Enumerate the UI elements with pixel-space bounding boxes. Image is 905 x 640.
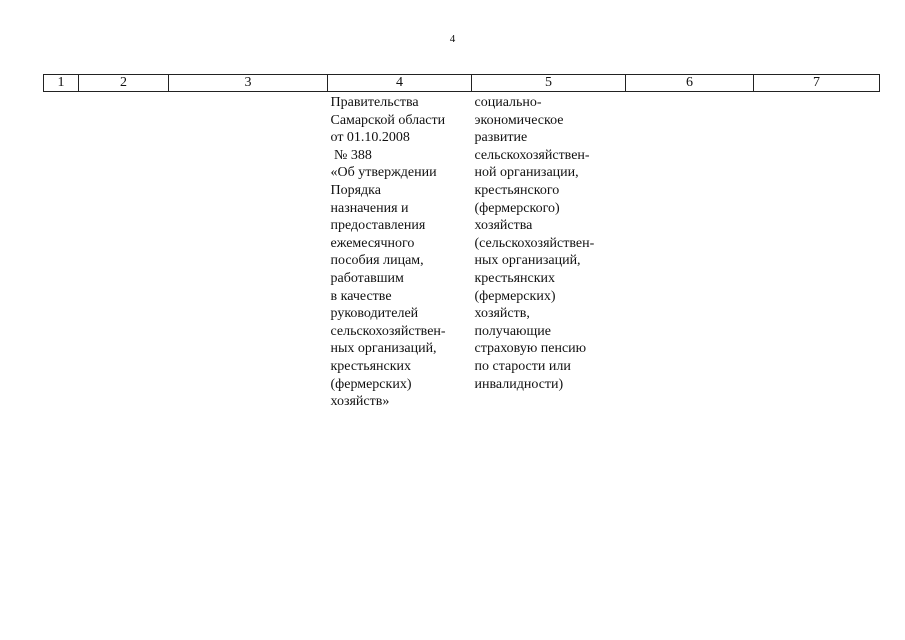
- cell-col-5-line: (фермерского): [474, 200, 560, 216]
- cell-col-7: [754, 92, 880, 411]
- column-header-4: 4: [328, 75, 472, 92]
- page-number: 4: [449, 33, 456, 45]
- cell-col-4-line: предоставления: [330, 218, 426, 234]
- table-row: [44, 92, 880, 411]
- cell-col-4-line: крестьянских: [330, 358, 412, 374]
- cell-col-4-line: (фермерских): [330, 376, 412, 392]
- cell-col-4-line: сельскохозяйствен-: [330, 323, 446, 339]
- cell-col-5-line: крестьянских: [474, 270, 556, 286]
- cell-col-1: [44, 92, 79, 411]
- cell-col-4-line: хозяйств»: [330, 394, 390, 410]
- cell-col-5-line: хозяйства: [474, 218, 533, 234]
- cell-col-4-line: «Об утверждении: [330, 165, 437, 181]
- cell-col-5-line: хозяйств,: [474, 306, 530, 322]
- cell-col-4-line: Самарской области: [330, 112, 446, 128]
- column-number-row: [44, 75, 880, 92]
- column-header-1: 1: [44, 75, 79, 92]
- cell-col-5-line: ных организаций,: [474, 253, 581, 269]
- cell-col-5-line: экономическое: [474, 112, 564, 128]
- cell-col-5: [472, 92, 626, 411]
- cell-col-4-line: Порядка: [330, 182, 381, 198]
- cell-col-5-line: (фермерских): [474, 288, 556, 304]
- cell-col-4-line: Правительства: [330, 95, 419, 110]
- cell-col-4-line: пособия лицам,: [330, 253, 424, 269]
- cell-col-4-line: ных организаций,: [330, 341, 437, 357]
- cell-col-4-line: в качестве: [330, 288, 392, 304]
- cell-col-5-line: социально-: [474, 95, 542, 110]
- cell-col-5-line: ной организации,: [474, 165, 579, 181]
- column-header-7: 7: [754, 75, 880, 92]
- column-header-2: 2: [79, 75, 169, 92]
- cell-col-5-line: (сельскохозяйствен-: [474, 235, 595, 251]
- cell-col-4-line: работавшим: [330, 270, 404, 286]
- cell-col-4-line: руководителей: [330, 306, 419, 322]
- cell-col-5-line: страховую пенсию: [474, 341, 587, 357]
- column-header-6: 6: [626, 75, 754, 92]
- cell-col-4-line: № 388: [330, 147, 372, 163]
- cell-col-5-line: инвалидности): [474, 376, 564, 392]
- cell-col-5-line: крестьянского: [474, 182, 560, 198]
- column-header-3: 3: [169, 75, 328, 92]
- column-header-5: 5: [472, 75, 626, 92]
- document-table: [43, 74, 880, 411]
- cell-col-4-line: ежемесячного: [330, 235, 415, 251]
- cell-col-4: [328, 92, 472, 411]
- cell-col-5-line: развитие: [474, 130, 528, 146]
- cell-col-5-line: по старости или: [474, 358, 571, 374]
- cell-col-4-line: от 01.10.2008: [330, 130, 410, 146]
- cell-col-2: [79, 92, 169, 411]
- cell-col-5-line: сельскохозяйствен-: [474, 147, 590, 163]
- cell-col-4-line: назначения и: [330, 200, 409, 216]
- cell-col-3: [169, 92, 328, 411]
- cell-col-6: [626, 92, 754, 411]
- cell-col-5-line: получающие: [474, 323, 551, 339]
